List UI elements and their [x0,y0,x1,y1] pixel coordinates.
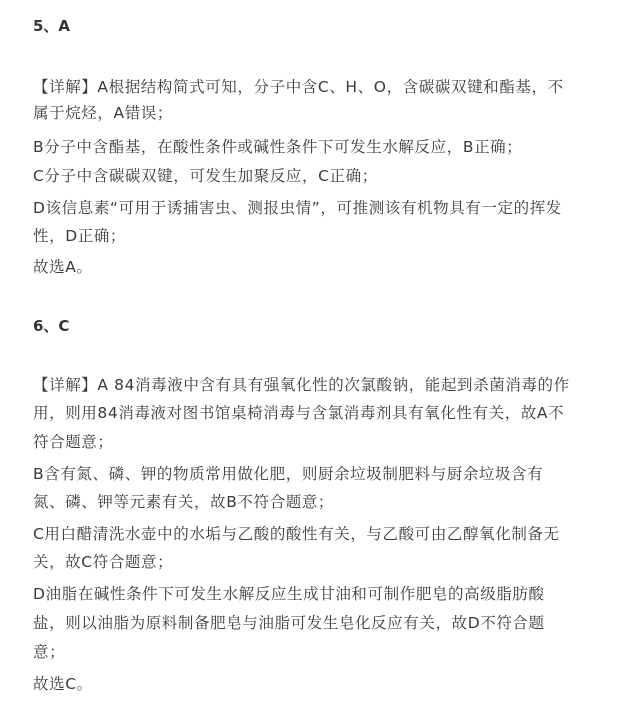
q6-explanation-line: 盐，则以油脂为原料制备肥皂与油脂可发生皂化反应有关，故D不符合题 [33,614,545,632]
q5-explanation-line: 性，D正确； [33,227,127,245]
q6-explanation-line: 意； [33,643,66,661]
q5-explanation-line: B分子中含酯基，在酸性条件或碱性条件下可发生水解反应，B正确； [33,138,523,156]
q6-explanation-line: C用白醋清洗水壶中的水垢与乙酸的酸性有关，与乙酸可由乙醇氧化制备无 [33,525,560,543]
q6-explanation-line: D油脂在碱性条件下可发生水解反应生成甘油和可制作肥皂的高级脂肪酸 [33,585,545,603]
question-5-heading: 5、A [33,17,71,35]
q6-explanation-line: 符合题意； [33,433,114,451]
q5-explanation-line: 属于烷烃，A错误； [33,104,174,122]
q5-explanation-line: 【详解】A根据结构简式可知，分子中含C、H、O，含碳碳双键和酯基，不 [33,78,564,96]
question-6-heading: 6、C [33,317,70,335]
q6-explanation-line: 【详解】A 84消毒液中含有具有强氧化性的次氯酸钠，能起到杀菌消毒的作 [33,376,570,394]
q6-explanation-line: B含有氮、磷、钾的物质常用做化肥，则厨余垃圾制肥料与厨余垃圾含有 [33,465,544,483]
q5-conclusion: 故选A。 [33,258,93,276]
q6-explanation-line: 用，则用84消毒液对图书馆桌椅消毒与含氯消毒剂具有氧化性有关，故A不 [33,404,565,422]
q6-explanation-line: 氮、磷、钾等元素有关，故B不符合题意； [33,493,335,511]
q6-conclusion: 故选C。 [33,675,93,693]
q5-explanation-line: C分子中含碳碳双键，可发生加聚反应，C正确； [33,167,378,185]
q5-explanation-line: D该信息素“可用于诱捕害虫、测报虫情”，可推测该有机物具有一定的挥发 [33,199,562,217]
q6-explanation-line: 关，故C符合题意； [33,553,174,571]
